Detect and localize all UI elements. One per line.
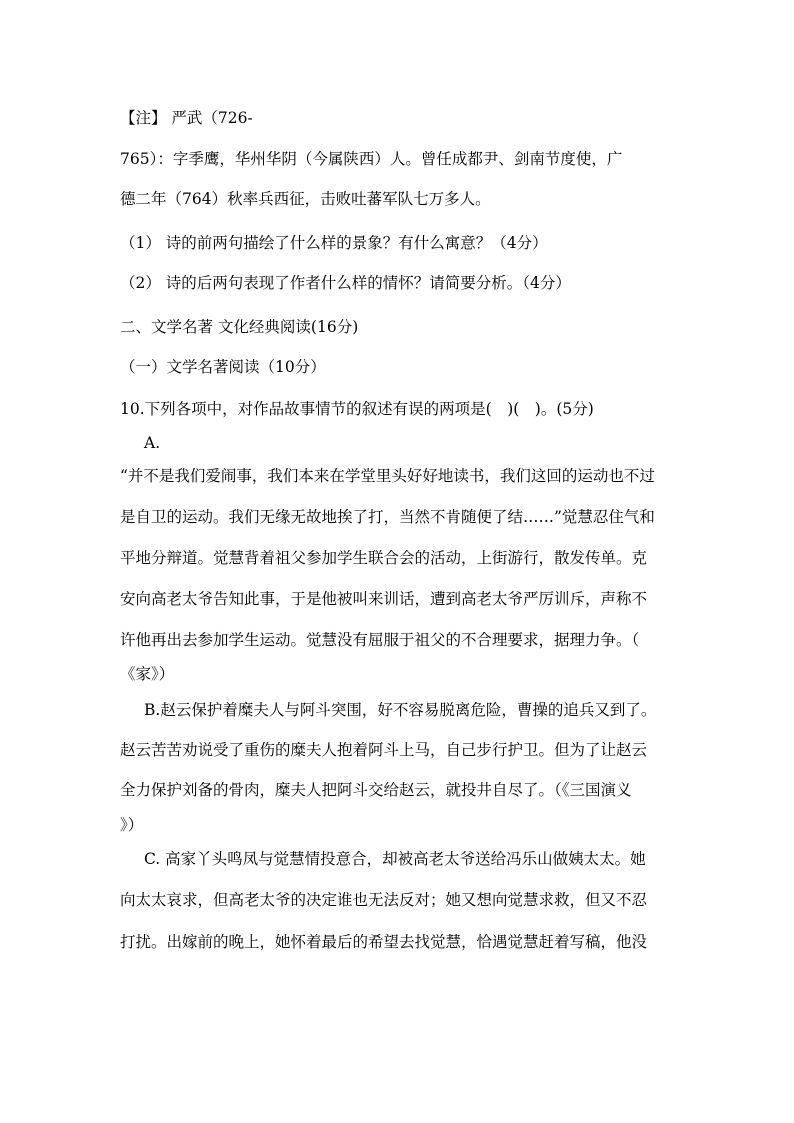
question-2: （2） 诗的后两句表现了作者什么样的情怀？请简要分析。（4分） — [120, 274, 571, 292]
section-subheading: （一）文学名著阅读（10分） — [120, 358, 326, 376]
option-a-line: “并不是我们爱闹事，我们本来在学堂里头好好地读书，我们这回的运动也不过 — [120, 467, 655, 485]
option-a-line: 平地分辩道。觉慧背着祖父参加学生联合会的活动，上街游行，散发传单。克 — [120, 549, 648, 567]
option-c-line: 向太太哀求，但高老太爷的决定谁也无法反对；她又想向觉慧求救，但又不忍 — [120, 891, 648, 909]
note-line-1: 【注】 严武（726- — [120, 109, 253, 127]
option-a-label: A. — [144, 434, 161, 452]
option-c-line: 打扰。出嫁前的晚上，她怀着最后的希望去找觉慧，恰遇觉慧赶着写稿，他没 — [120, 933, 648, 951]
option-a-line: 许他再出去参加学生运动。觉慧没有屈服于祖父的不合理要求，据理力争。（ — [120, 631, 640, 649]
section-heading: 二、文学名著 文化经典阅读(16分) — [120, 318, 359, 336]
option-b-line: 》） — [120, 816, 144, 834]
option-b-line: B.赵云保护着糜夫人与阿斗突围，好不容易脱离危险，曹操的追兵又到了。 — [144, 701, 657, 719]
option-a-line: 《家》） — [120, 665, 175, 683]
option-b-line: 全力保护刘备的骨肉，糜夫人把阿斗交给赵云，就投井自尽了。（《三国演义 — [120, 781, 632, 799]
question-1: （1） 诗的前两句描绘了什么样的景象？有什么寓意？（4分） — [120, 234, 548, 252]
question-10: 10.下列各项中，对作品故事情节的叙述有误的两项是( )( )。(5分) — [120, 400, 594, 418]
note-line-2: 765）：字季鹰，华州华阴（今属陕西）人。曾任成都尹、剑南节度使，广 — [120, 150, 623, 168]
option-b-line: 赵云苦苦劝说受了重伤的糜夫人抱着阿斗上马，自己步行护卫。但为了让赵云 — [120, 741, 648, 759]
option-c-line: C. 高家丫头鸣凤与觉慧情投意合，却被高老太爷送给冯乐山做姨太太。她 — [144, 850, 646, 868]
note-line-3: 德二年（764）秋率兵西征，击败吐蕃军队七万多人。 — [120, 190, 491, 208]
option-a-line: 是自卫的运动。我们无缘无故地挨了打，当然不肯随便了结……”觉慧忍住气和 — [120, 508, 655, 526]
option-a-line: 安向高老太爷告知此事，于是他被叫来训话，遭到高老太爷严厉训斥，声称不 — [120, 590, 648, 608]
